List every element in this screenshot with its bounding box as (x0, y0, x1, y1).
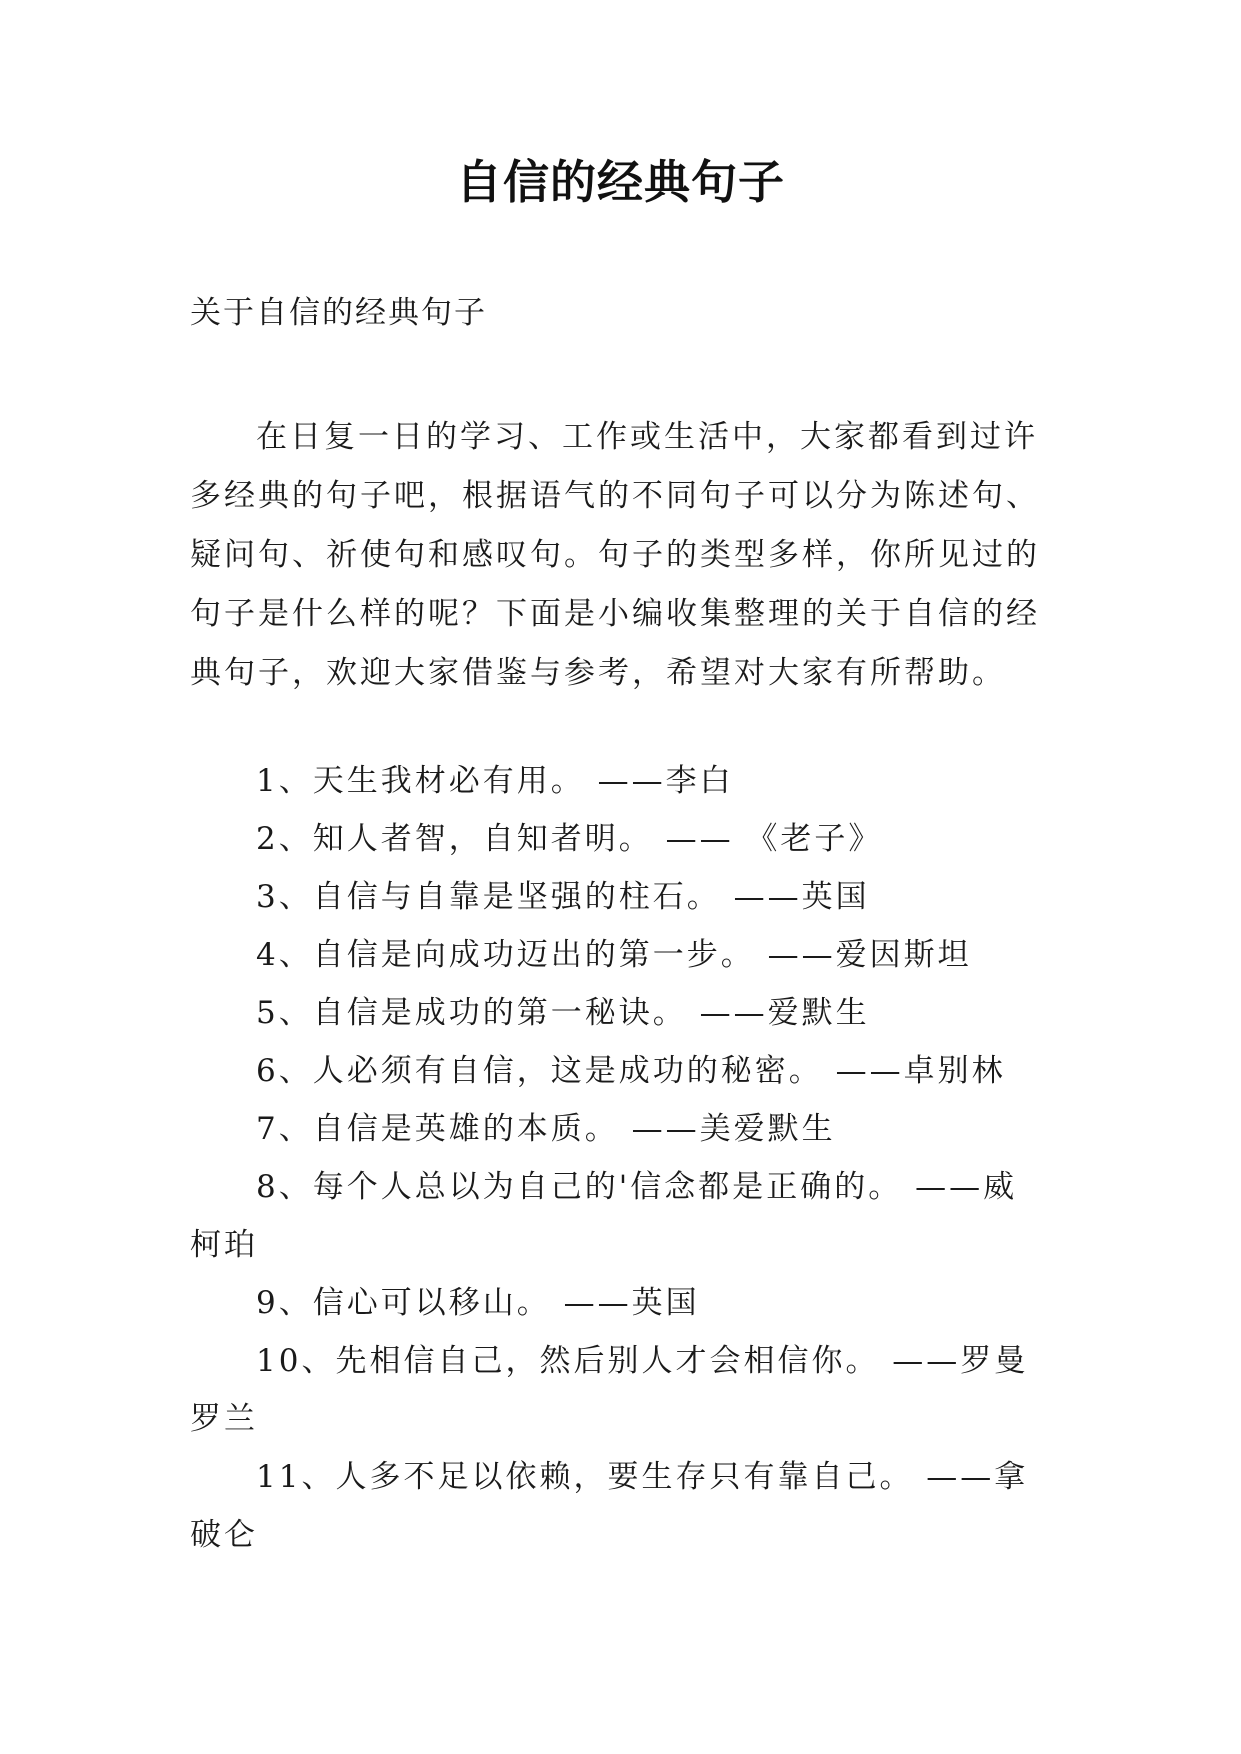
quote-list (190, 752, 1050, 1564)
document-subtitle: 关于自信的经典句子 (190, 295, 487, 331)
intro-paragraph: 在日复一日的学习、工作或生活中，大家都看到过许多经典的句子吧，根据语气的不同句子可以分为陈述句、疑问句、祈使句和感叹句。句子的类型多样，你所见过的句子是什么样的呢？下面是小编收集整理的关于自信的经典句子，欢迎大家借鉴与参考，希望对大家有所帮助。 (190, 419, 1040, 691)
quote-item: 7、自信是英雄的本质。 ——美爱默生 (256, 1111, 836, 1147)
quote-item: 8、每个人总以为自己的'信念都是正确的。 ——威柯珀 (190, 1169, 1018, 1263)
quote-item: 10、先相信自己，然后别人才会相信你。 ——罗曼罗兰 (190, 1343, 1029, 1437)
quote-item: 2、知人者智，自知者明。 —— 《老子》 (256, 821, 883, 857)
quote-item: 1、天生我材必有用。 ——李白 (256, 763, 734, 799)
quote-item: 9、信心可以移山。 ——英国 (256, 1285, 700, 1321)
quote-item: 5、自信是成功的第一秘诀。 ——爱默生 (256, 995, 870, 1031)
quote-item: 4、自信是向成功迈出的第一步。 ——爱因斯坦 (256, 937, 972, 973)
quote-item: 11、人多不足以依赖，要生存只有靠自己。 ——拿破仑 (190, 1459, 1029, 1553)
document-title: 自信的经典句子 (456, 155, 785, 209)
quote-item: 3、自信与自靠是坚强的柱石。 ——英国 (256, 879, 870, 915)
quote-item: 6、人必须有自信，这是成功的秘密。 ——卓别林 (256, 1053, 1006, 1089)
